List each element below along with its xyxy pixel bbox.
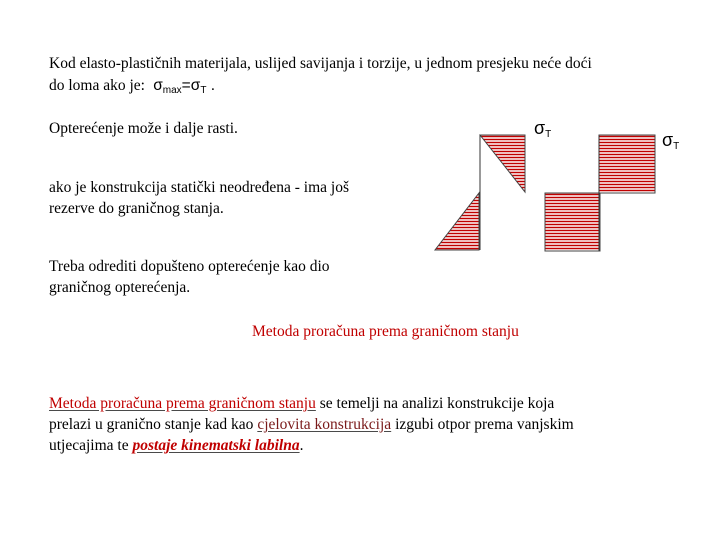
method-link-text: Metoda proračuna prema graničnom stanju — [49, 395, 316, 412]
allowed-load-line-1: Treba odrediti dopušteno opterećenje kao dio — [49, 258, 330, 275]
kinematic-unstable-text: postaje kinematski labilna — [132, 437, 300, 454]
sigma-t-label-right: $\sigma_T$ — [662, 130, 680, 152]
whole-structure-text: cjelovita konstrukcija — [257, 416, 392, 433]
load-can-increase-text: Opterećenje može i dalje rasti. — [49, 120, 238, 137]
bottom-line-3: utjecajima te postaje kinematski labilna. — [49, 437, 304, 454]
plastic-diagram-top-hatch — [540, 137, 660, 191]
static-indeterminate-line-2: rezerve do graničnog stanja. — [49, 200, 224, 217]
intro-line-1: Kod elasto-plastičnih materijala, uslijed savijanja i torzije, u jednom presjeku neće doći — [49, 55, 592, 72]
sigma-t-label-left: $\sigma_T$ — [534, 118, 552, 140]
method-title: Metoda proračuna prema graničnom stanju — [252, 323, 519, 340]
bottom-line-2: prelazi u granično stanje kad kao cjelovita konstrukcija izgubi otpor prema vanjskim — [49, 416, 574, 433]
static-indeterminate-line-1: ako je konstrukcija statički neodređena - ima još — [49, 179, 350, 196]
bottom-line-1: Metoda proračuna prema graničnom stanju se temelji na analizi konstrukcije koja — [49, 395, 555, 412]
sigma-max-symbol: $\sigma_{max}=\sigma_T$ . — [153, 77, 216, 96]
intro-condition-text: do loma ako je: — [49, 77, 145, 94]
allowed-load-line-2: graničnog opterećenja. — [49, 279, 191, 296]
